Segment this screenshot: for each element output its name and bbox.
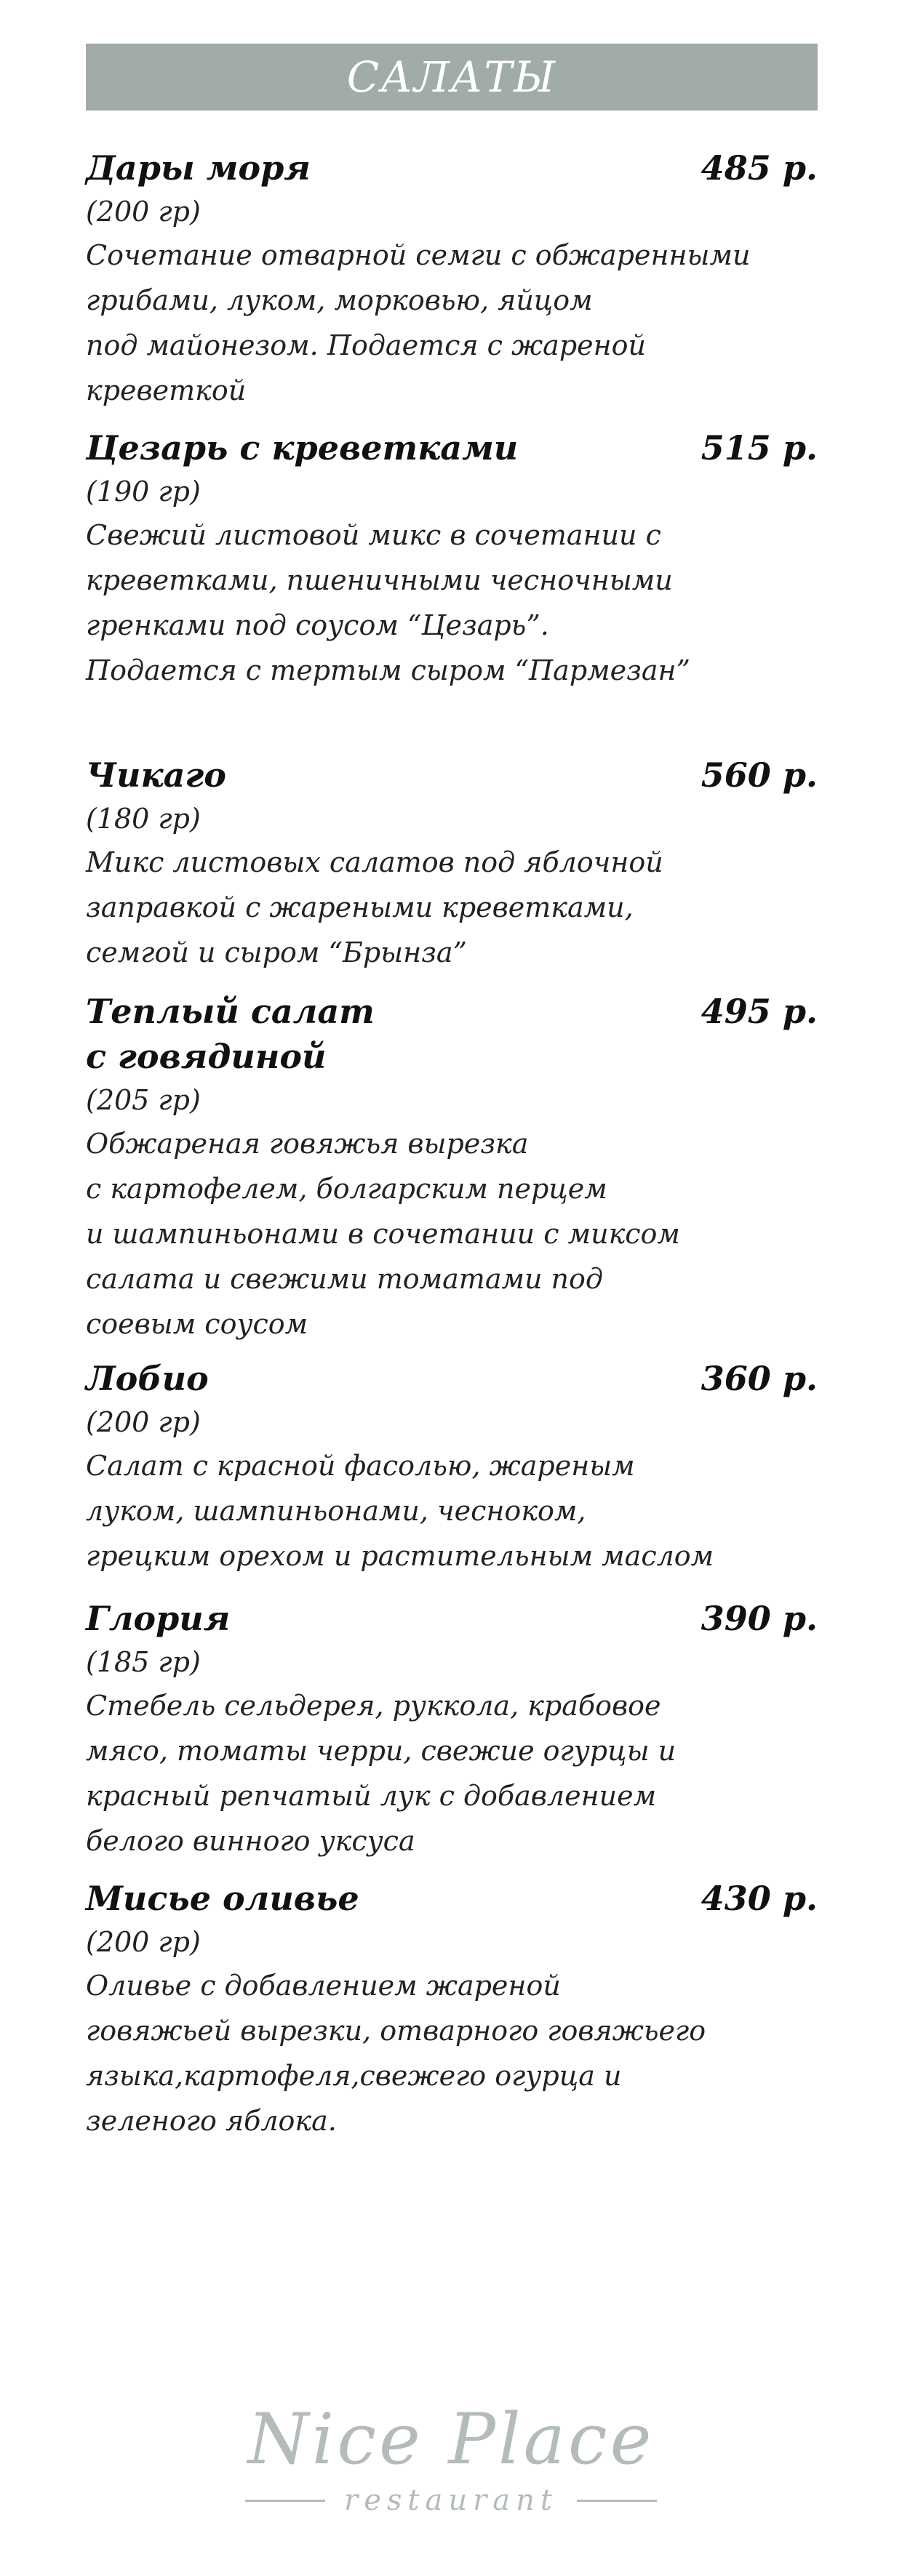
item-description: Микс листовых салатов под яблочной заправкой с жареными креветками, семгой и сыром “Брынза” — [86, 846, 663, 968]
logo-divider-right — [577, 2500, 657, 2502]
item-price: 515 р. — [701, 428, 818, 468]
menu-item-lobio — [86, 1356, 818, 1578]
item-name: Лобио — [86, 1359, 209, 1398]
item-name: Глория — [86, 1599, 231, 1638]
menu-item-gloria — [86, 1596, 818, 1863]
item-weight: (200 гр) — [86, 196, 201, 228]
menu-item-caesar-shrimp — [86, 425, 818, 693]
item-price: 430 р. — [701, 1879, 818, 1918]
item-description: Сочетание отварной семги с обжаренными грибами, луком, морковью, яйцом под майонезом. Подается с жареной креветкой — [86, 239, 751, 406]
item-name: Цезарь с креветками — [86, 428, 519, 468]
item-price: 390 р. — [701, 1599, 818, 1638]
item-description: Свежий листовой микс в сочетании с креветками, пшеничными чесночными гренками под соусом “Цезарь”. Подается с тертым сыром “Пармезан” — [86, 519, 690, 686]
item-name: Чикаго — [86, 755, 226, 795]
item-description: Обжареная говяжья вырезка с картофелем, болгарским перцем и шампиньонами в сочетании с миксом салата и свежими томатами под соевым соусом — [86, 1128, 680, 1340]
section-title: САЛАТЫ — [346, 52, 557, 102]
item-price: 360 р. — [701, 1359, 818, 1398]
logo-subtitle-row — [0, 2484, 902, 2517]
item-price: 485 р. — [701, 148, 818, 188]
item-name: Мисье оливье — [86, 1879, 359, 1918]
item-name: Теплый салат с говядиной — [86, 992, 375, 1076]
item-price: 560 р. — [701, 755, 818, 795]
logo-subtitle: restaurant — [344, 2484, 558, 2517]
item-weight: (190 гр) — [86, 476, 201, 507]
item-weight: (185 гр) — [86, 1646, 201, 1678]
item-weight: (205 гр) — [86, 1084, 201, 1116]
menu-item-olivier — [86, 1876, 818, 2143]
logo-divider-left — [245, 2500, 325, 2502]
item-name: Дары моря — [86, 148, 311, 188]
item-weight: (180 гр) — [86, 803, 201, 835]
item-weight: (200 гр) — [86, 1406, 201, 1438]
menu-item-chicago — [86, 753, 818, 975]
menu-item-dary-morya — [86, 145, 818, 413]
item-description: Салат с красной фасолью, жареным луком, шампиньонами, чесноком, грецким орехом и растительным маслом — [86, 1450, 714, 1572]
item-weight: (200 гр) — [86, 1926, 201, 1958]
logo-name: Nice Place — [247, 2399, 655, 2480]
item-price: 495 р. — [701, 992, 818, 1031]
item-description: Стебель сельдерея, руккола, крабовое мясо, томаты черри, свежие огурцы и красный репчатый лук с добавлением белого винного уксуса — [86, 1690, 676, 1857]
section-header — [86, 44, 818, 111]
restaurant-logo — [0, 2399, 902, 2517]
menu-item-warm-beef-salad — [86, 989, 818, 1347]
item-description: Оливье с добавлением жареной говяжьей вырезки, отварного говяжьего языка,картофеля,свежего огурца и зеленого яблока. — [86, 1970, 706, 2137]
